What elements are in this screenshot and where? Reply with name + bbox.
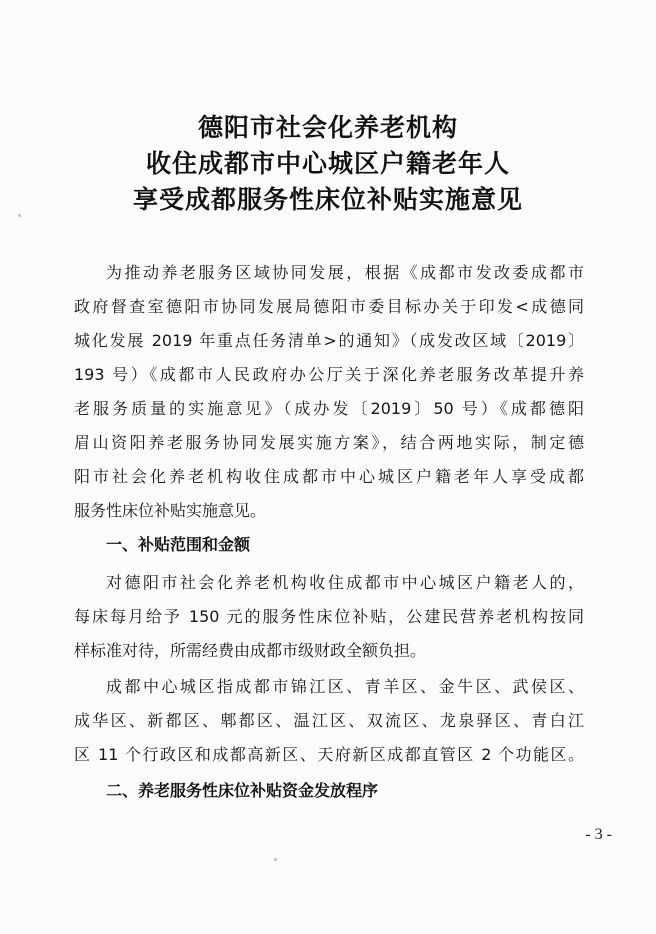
- paragraph-1-line-8: 服务性床位补贴实施意见。: [74, 501, 267, 520]
- document-title-line-3: 享受成都服务性床位补贴实施意见: [132, 185, 523, 214]
- paragraph-3-line-3: 区 11 个行政区和成都高新区、天府新区成都直管区 2 个功能区。: [74, 745, 584, 764]
- document-title-line-1: 德阳市社会化养老机构: [197, 113, 458, 142]
- paragraph-2-line-1: 对德阳市社会化养老机构收住成都市中心城区户籍老人的，: [106, 573, 584, 592]
- page-number: - 3 -: [585, 826, 612, 843]
- paragraph-2-line-2: 每床每月给予 150 元的服务性床位补贴，公建民营养老机构按同: [74, 607, 584, 626]
- paragraph-3-line-1: 成都中心城区指成都市锦江区、青羊区、金牛区、武侯区、: [106, 677, 584, 696]
- paragraph-1-line-3: 城化发展 2019 年重点任务清单>的通知》（成发改区域〔2019〕: [74, 331, 584, 350]
- paragraph-1-line-6: 眉山资阳养老服务协同发展实施方案》，结合两地实际，制定德: [74, 433, 584, 452]
- paragraph-1-line-2: 政府督查室德阳市协同发展局德阳市委目标办关于印发<成德同: [74, 297, 584, 316]
- section-heading-1: 一、补贴范围和金额: [106, 535, 251, 554]
- scan-speck: [274, 858, 277, 861]
- paragraph-1-line-7: 阳市社会化养老机构收住成都市中心城区户籍老年人享受成都: [74, 467, 584, 486]
- paragraph-1-line-1: 为推动养老服务区域协同发展，根据《成都市发改委成都市: [106, 263, 584, 282]
- scan-speck: [18, 214, 21, 217]
- section-heading-2: 二、养老服务性床位补贴资金发放程序: [106, 781, 379, 800]
- paragraph-2-line-3: 样标准对待，所需经费由成都市级财政全额负担。: [74, 641, 427, 660]
- paragraph-3-line-2: 成华区、新都区、郫都区、温江区、双流区、龙泉驿区、青白江: [74, 711, 584, 730]
- paragraph-1-line-4: 193 号）《成都市人民政府办公厅关于深化养老服务改革提升养: [74, 365, 584, 384]
- paragraph-1-line-5: 老服务质量的实施意见》（成办发〔2019〕50 号）《成都德阳: [74, 399, 584, 418]
- document-title-line-2: 收住成都市中心城区户籍老年人: [145, 149, 510, 178]
